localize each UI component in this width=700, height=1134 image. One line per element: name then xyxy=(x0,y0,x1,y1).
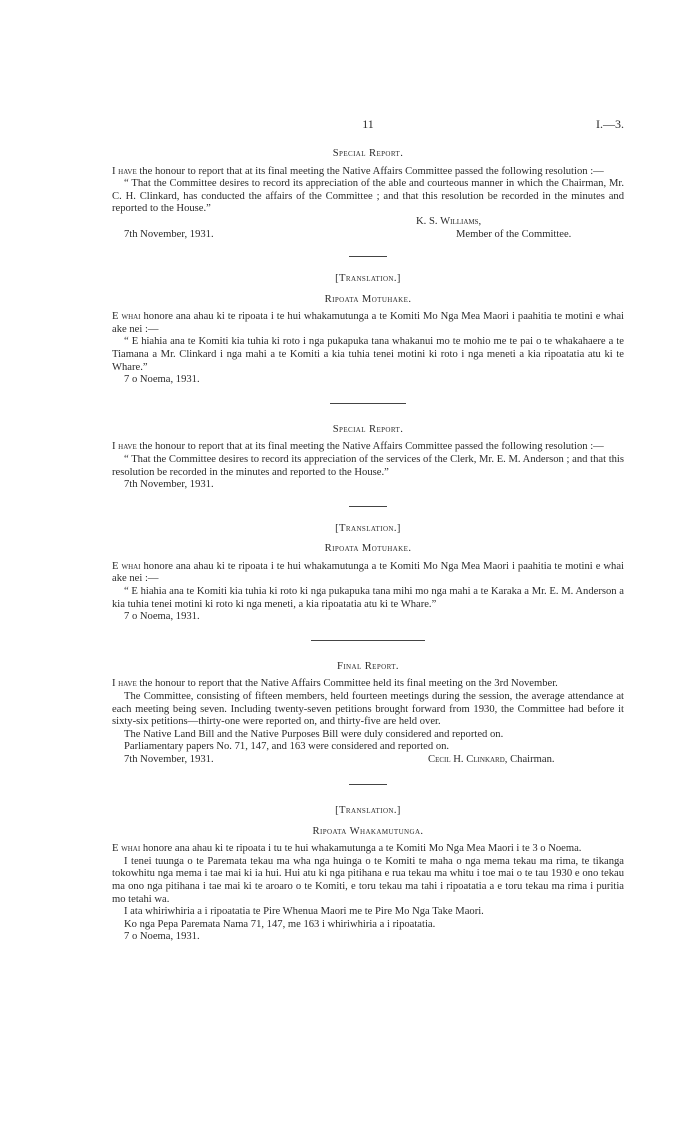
lead-word: E whai xyxy=(112,843,141,855)
report-date: 7 o Noema, 1931. xyxy=(124,374,200,386)
final-report-section xyxy=(112,661,624,768)
report-intro xyxy=(112,166,624,179)
paper-reference: I.—3. xyxy=(596,117,624,131)
lead-word: I have xyxy=(112,678,137,690)
translation-label: [Translation.] xyxy=(335,522,401,534)
section-heading: Ripoata Motuhake. xyxy=(324,293,412,305)
report-paragraph: The Committee, consisting of fifteen members, held fourteen meetings during the session, the average attendance at each meeting being seven. Including twenty-seven petitions brought forward from 1930, the Committee had before it sixty-six petitions—thirty-one were reported on, and thirty-five are held over. xyxy=(112,691,624,728)
divider-rule xyxy=(349,256,387,257)
resolution-text: “ That the Committee desires to record its appreciation of the services of the Clerk, Mr. E. M. Anderson ; and that this resolution be recorded in the minutes and reported to the House.” xyxy=(112,453,624,478)
report-date: 7th November, 1931. xyxy=(124,229,214,241)
intro-text: honore ana ahau ki te ripoata i te hui whakamutunga a te Komiti Mo Nga Mea Maori i paahitia te motini e whai ake nei :— xyxy=(112,560,624,585)
special-report-section xyxy=(112,148,624,242)
report-paragraph: Ko nga Pepa Paremata Nama 71, 147, me 163 i whiriwhiria a i ripoatatia. xyxy=(124,918,436,930)
report-date: 7 o Noema, 1931. xyxy=(124,611,200,623)
signatory-title: Member of the Committee. xyxy=(456,229,572,241)
resolution-text: “ That the Committee desires to record its appreciation of the able and courteous manner in which the Chairman, Mr. C. H. Clinkard, has conducted the affairs of the Committee ; and that this resolution be recorded in the minutes and reported to the House.” xyxy=(112,178,624,215)
translation-section xyxy=(112,805,624,944)
intro-text: honore ana ahau ki te ripoata i te hui whakamutunga a te Komiti Mo Nga Mea Maori i paahitia te motini e whai ake nei :— xyxy=(112,311,624,335)
divider-rule xyxy=(311,640,425,641)
section-heading: Special Report. xyxy=(332,148,404,159)
lead-word: I have xyxy=(112,441,137,453)
intro-text: the honour to report that at its final meeting the Native Affairs Committee passed the following resolution :— xyxy=(136,165,604,177)
report-intro xyxy=(112,311,624,336)
report-paragraph: I ata whiriwhiria a i ripoatatia te Pire Whenua Maori me te Pire Mo Nga Take Maori. xyxy=(124,906,484,918)
translation-label: [Translation.] xyxy=(335,272,401,284)
report-paragraph: Parliamentary papers No. 71, 147, and 163 were considered and reported on. xyxy=(124,741,450,753)
report-date: 7th November, 1931. xyxy=(124,754,214,765)
intro-text: the honour to report that at its final meeting the Native Affairs Committee passed the following resolution :— xyxy=(136,441,604,453)
signatory-initials: K. S. xyxy=(416,215,441,227)
signatory: Cecil H. Clinkard, xyxy=(428,754,508,765)
report-paragraph: The Native Land Bill and the Native Purposes Bill were duly considered and reported on. xyxy=(124,728,504,740)
lead-word: I have xyxy=(112,165,137,177)
report-intro xyxy=(112,441,624,454)
divider-rule xyxy=(330,403,406,404)
resolution-text: “ E hiahia ana te Komiti kia tuhia ki roto i nga pukapuka tana whakanui mo te mohio me te pai o te whakahaere a te Tiamana a Mr. Clinkard i nga mahi a te Komiti a kia tuhia tenei motini ki roto i nga meneti a kia ripoatatia atu ki te Whare.” xyxy=(112,336,624,373)
signature-block xyxy=(112,754,624,768)
signature-block xyxy=(112,216,624,242)
divider-rule xyxy=(349,784,387,785)
signatory-name xyxy=(428,754,555,767)
section-heading: Ripoata Motuhake. xyxy=(324,543,412,555)
divider-rule xyxy=(349,506,387,507)
translation-section xyxy=(112,523,624,624)
section-heading: Ripoata Whakamutunga. xyxy=(312,825,424,837)
signatory-surname: Williams, xyxy=(440,215,482,227)
page-number: 11 xyxy=(362,117,374,131)
intro-text: the honour to report that the Native Affairs Committee held its final meeting on the 3rd November. xyxy=(136,678,558,690)
lead-word: E whai xyxy=(112,311,141,323)
report-date: 7th November, 1931. xyxy=(124,479,214,491)
special-report-section xyxy=(112,424,624,492)
translation-label: [Translation.] xyxy=(335,805,401,816)
translation-section xyxy=(112,273,624,387)
signatory-title: Chairman. xyxy=(507,754,555,765)
report-intro xyxy=(112,843,624,856)
report-date: 7 o Noema, 1931. xyxy=(124,931,200,943)
report-intro xyxy=(112,561,624,586)
section-heading: Special Report. xyxy=(332,423,404,435)
page-header xyxy=(112,118,624,136)
intro-text: honore ana ahau ki te ripoata i tu te hui whakamutunga a te Komiti Mo Nga Mea Maori i te 3 o Noema. xyxy=(140,843,582,855)
signatory-name xyxy=(416,216,481,229)
document-page xyxy=(112,118,624,944)
section-heading: Final Report. xyxy=(337,660,399,672)
report-paragraph: I tenei tuunga o te Paremata tekau ma wha nga huinga o te Komiti te maha o nga mema tekau ma rima, te tikanga tokowhitu nga mema i tae mai ki ia hui. Hui atu ki nga pitihana e rua tekau ma whitu i toe mai o te tau 1930 e ono tekau ma ono nga pitihana i tae mai ki te aroaro o te Komiti, e toru tekau ma tahi i ripoatatia a e toru tekau ma rima i puritia mo tetahi wa. xyxy=(112,855,624,905)
report-intro xyxy=(112,678,624,691)
lead-word: E whai xyxy=(112,560,141,572)
resolution-text: “ E hiahia ana te Komiti kia tuhia ki roto ki nga pukapuka tana mihi mo nga mahi a te Karaka a Mr. E. M. Anderson a kia tuhia tenei motini ki roto ki nga meneti, a kia ripoatatia atu ki te Whare.” xyxy=(112,586,624,610)
